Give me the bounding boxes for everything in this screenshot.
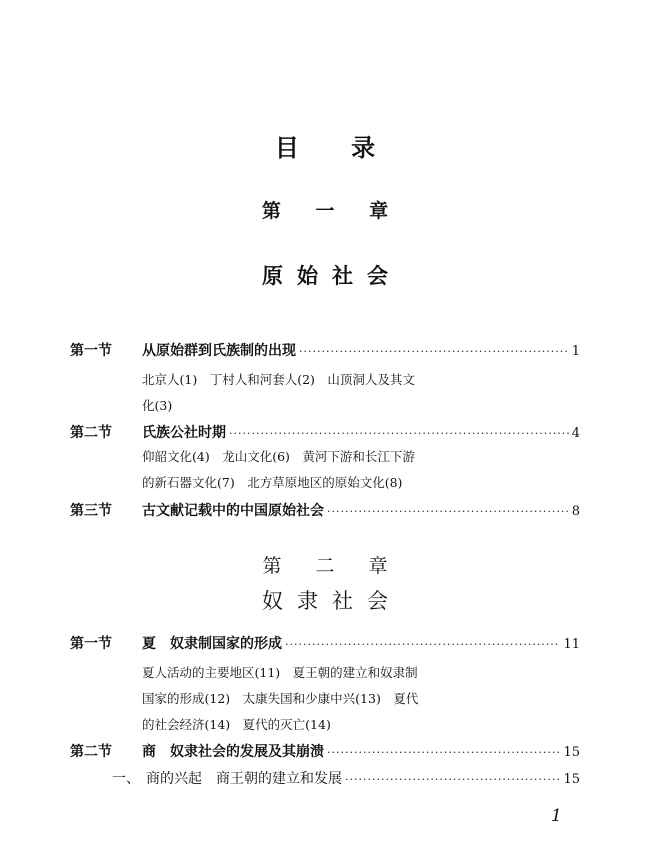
chapter-1-name: 原始社会	[262, 263, 402, 288]
leader-dots	[327, 505, 569, 518]
section-page: 15	[563, 745, 580, 760]
leader-dots	[229, 427, 569, 440]
section-page: 1	[571, 344, 580, 359]
leader-dots	[285, 638, 560, 651]
toc-entry-ch1-sec1[interactable]	[70, 340, 580, 362]
toc-entry-ch2-sec1[interactable]	[70, 633, 580, 655]
section-title: 从原始群到氏族制的出现	[142, 343, 296, 359]
section-number: 第一节	[70, 343, 112, 359]
section-number: 第二节	[70, 425, 112, 441]
subtopics-line: 的社会经济(14) 夏代的灭亡(14)	[142, 717, 331, 732]
section-page: 4	[571, 426, 580, 441]
toc-entry-ch2-sec2-sub1[interactable]	[112, 768, 580, 790]
subtopics-line: 的新石器文化(7) 北方草原地区的原始文化(8)	[142, 475, 403, 490]
subtopics-line: 北京人(1) 丁村人和河套人(2) 山顶洞人及其文	[142, 372, 415, 387]
leader-dots	[299, 345, 569, 358]
section-title: 商 奴隶社会的发展及其崩溃	[142, 744, 324, 760]
page-number: 1	[551, 806, 562, 826]
section-title: 夏 奴隶制国家的形成	[142, 636, 282, 652]
subtopics-line: 夏人活动的主要地区(11) 夏王朝的建立和奴隶制	[142, 665, 418, 680]
chapter-2-name: 奴隶社会	[262, 589, 402, 613]
section-page: 11	[563, 637, 580, 652]
toc-entry-ch2-sec2[interactable]	[70, 741, 580, 763]
subtopics-line: 化(3)	[142, 398, 173, 413]
toc-entry-ch1-sec2[interactable]	[70, 422, 580, 444]
section-title: 氏族公社时期	[142, 425, 226, 441]
section-page: 8	[571, 504, 580, 519]
toc-entry-ch1-sec3[interactable]	[70, 500, 580, 522]
chapter-2-label: 第 二 章	[262, 555, 402, 577]
section-number: 第三节	[70, 503, 112, 519]
section-number: 第一节	[70, 636, 112, 652]
subsection-page: 15	[563, 772, 580, 787]
chapter-1-label: 第 一 章	[261, 200, 403, 222]
subsection-number: 一、	[112, 771, 140, 787]
toc-title: 目 录	[274, 133, 398, 162]
section-title: 古文献记载中的中国原始社会	[142, 503, 324, 519]
leader-dots	[327, 746, 560, 759]
subtopics-line: 国家的形成(12) 太康失国和少康中兴(13) 夏代	[142, 691, 419, 706]
subtopics-line: 仰韶文化(4) 龙山文化(6) 黄河下游和长江下游	[142, 449, 415, 464]
leader-dots	[345, 773, 560, 786]
subsection-title: 商的兴起 商王朝的建立和发展	[146, 771, 342, 787]
section-number: 第二节	[70, 744, 112, 760]
